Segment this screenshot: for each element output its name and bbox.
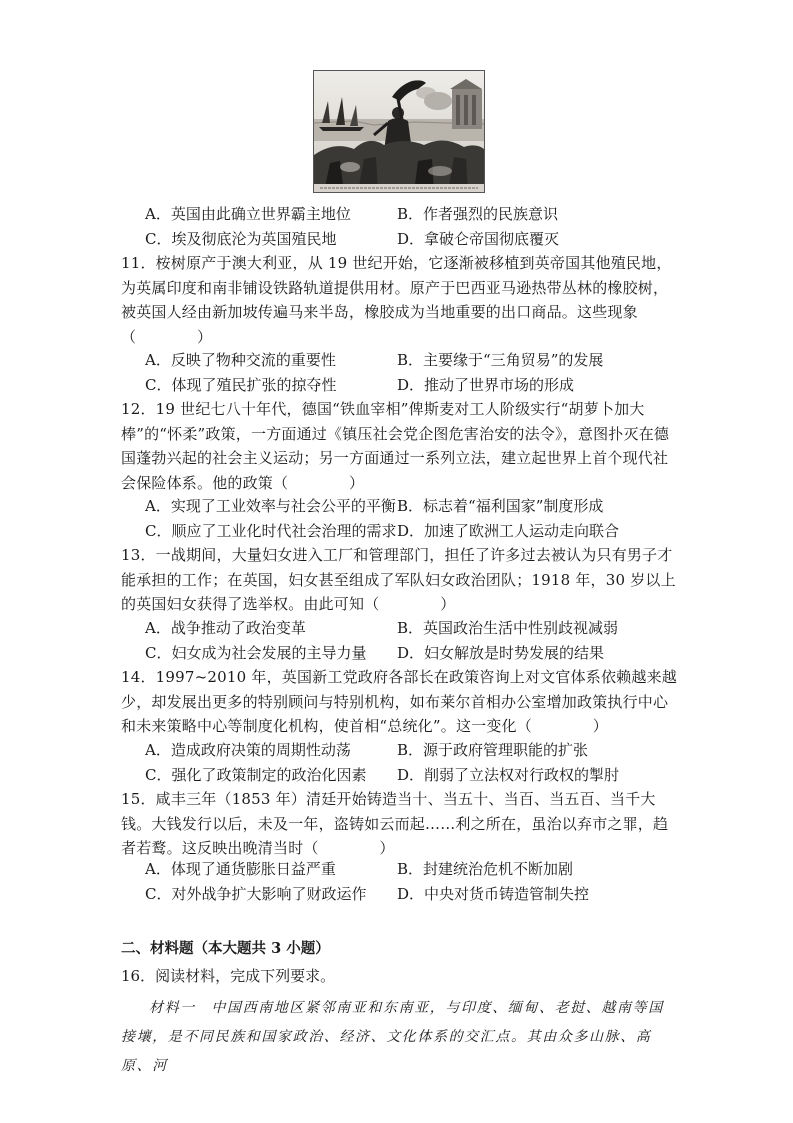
q12-options-row-1 bbox=[145, 494, 665, 518]
q13-option-d[interactable]: D．妇女解放是时势发展的结果 bbox=[397, 644, 605, 662]
q13-stem bbox=[121, 543, 681, 617]
q11-stem bbox=[121, 251, 681, 349]
q15-option-a[interactable]: A．体现了通货膨胀日益严重 bbox=[145, 860, 336, 878]
q14-stem bbox=[121, 665, 681, 739]
q13-options-row-2 bbox=[145, 641, 665, 665]
q14-answer-blank[interactable]: （ ） bbox=[516, 717, 608, 735]
q14-option-b[interactable]: B．源于政府管理职能的扩张 bbox=[397, 741, 589, 759]
q12-option-d[interactable]: D．加速了欧洲工人运动走向联合 bbox=[397, 522, 620, 540]
q13-text: 13．一战期间，大量妇女进入工厂和管理部门，担任了许多过去被认为只有男子才能承担的工作；在英国，妇女甚至组成了军队妇女政治团队；1918 年，30 岁以上的英国妇女获得了选举权。由此可知 bbox=[121, 546, 676, 613]
section-title-suffix: 小题） bbox=[286, 940, 330, 957]
q12-option-c[interactable]: C．顺应了工业化时代社会治理的需求 bbox=[145, 522, 397, 540]
q15-options-row-1 bbox=[145, 857, 665, 881]
q15-option-d[interactable]: D．中央对货币铸造管制失控 bbox=[397, 885, 590, 903]
q10-options-row-2 bbox=[145, 227, 665, 251]
q10-option-a[interactable]: A．英国由此确立世界霸主地位 bbox=[145, 205, 351, 223]
q12-option-b[interactable]: B．标志着“福利国家”制度形成 bbox=[397, 497, 604, 515]
q16-stem: 16．阅读材料，完成下列要求。 bbox=[121, 967, 336, 985]
q12-answer-blank[interactable]: （ ） bbox=[273, 473, 365, 492]
q11-options-row-1 bbox=[145, 348, 665, 372]
q11-answer-blank[interactable]: （ ） bbox=[121, 327, 213, 346]
q11-option-b[interactable]: B．主要缘于“三角贸易”的发展 bbox=[397, 351, 604, 369]
q14-option-d[interactable]: D．削弱了立法权对行政权的掣肘 bbox=[397, 766, 620, 784]
q15-answer-blank[interactable]: （ ） bbox=[303, 839, 395, 857]
q12-options-row-2 bbox=[145, 519, 665, 543]
q11-option-d[interactable]: D．推动了世界市场的形成 bbox=[397, 376, 575, 394]
q12-stem bbox=[121, 397, 681, 495]
q13-option-a[interactable]: A．战争推动了政治变革 bbox=[145, 619, 306, 637]
q11-option-a[interactable]: A．反映了物种交流的重要性 bbox=[145, 351, 336, 369]
q11-options-row-2 bbox=[145, 373, 665, 397]
q11-option-c[interactable]: C．体现了殖民扩张的掠夺性 bbox=[145, 376, 337, 394]
q15-options-row-2 bbox=[145, 882, 665, 906]
section-heading bbox=[121, 937, 330, 961]
q14-text: 14．1997~2010 年，英国新工党政府各部长在政策咨询上对文官体系依赖越来越少，却发展出更多的特别顾问与特别机构，如布莱尔首相办公室增加政策执行中心和未来策略中心等制度化机构，使首相“总统化”。这一变化 bbox=[121, 668, 677, 735]
q14-option-c[interactable]: C．强化了政策制定的政治化因素 bbox=[145, 766, 367, 784]
q14-options-row-2 bbox=[145, 763, 665, 787]
q16-material-1: 材料一 中国西南地区紧邻南亚和东南亚，与印度、缅甸、老挝、越南等国接壤，是不同民族和国家政治、经济、文化体系的交汇点。其由众多山脉、高原、河 bbox=[121, 1000, 664, 1074]
q14-option-a[interactable]: A．造成政府决策的周期性动荡 bbox=[145, 741, 351, 759]
q13-option-b[interactable]: B．英国政治生活中性别歧视减弱 bbox=[397, 619, 619, 637]
q10-option-d[interactable]: D．拿破仑帝国彻底覆灭 bbox=[397, 230, 560, 248]
section-title: 二、材料题（本大题共 bbox=[121, 940, 266, 957]
q10-option-c[interactable]: C．埃及彻底沦为英国殖民地 bbox=[145, 230, 337, 248]
q13-answer-blank[interactable]: （ ） bbox=[364, 595, 456, 613]
q12-text: 12．19 世纪七八十年代，德国“铁血宰相”俾斯麦对工人阶级实行“胡萝卜加大棒”的“怀柔”政策，一方面通过《镇压社会党企图危害治安的法令》，意图扑灭在德国蓬勃兴起的社会主义运动；另一方面通过一系列立法，建立起世界上首个现代社会保险体系。他的政策 bbox=[121, 400, 670, 492]
q15-stem bbox=[121, 787, 681, 861]
q13-options-row-1 bbox=[145, 616, 665, 640]
historical-illustration bbox=[313, 70, 485, 193]
q15-option-b[interactable]: B．封建统治危机不断加剧 bbox=[397, 860, 574, 878]
q14-options-row-1 bbox=[145, 738, 665, 762]
section-question-count: 3 bbox=[271, 940, 282, 957]
q10-options-row-1 bbox=[145, 202, 665, 226]
q10-option-b[interactable]: B．作者强烈的民族意识 bbox=[397, 205, 559, 223]
q15-option-c[interactable]: C．对外战争扩大影响了财政运作 bbox=[145, 885, 367, 903]
q13-option-c[interactable]: C．妇女成为社会发展的主导力量 bbox=[145, 644, 367, 662]
q12-option-a[interactable]: A．实现了工业效率与社会公平的平衡 bbox=[145, 497, 396, 515]
q11-text: 11．桉树原产于澳大利亚，从 19 世纪开始，它逐渐被移植到英帝国其他殖民地，为英属印度和南非铺设铁路轨道提供用材。原产于巴西亚马逊热带丛林的橡胶树，被英国人经由新加坡传遍马来半岛，橡胶成为当地重要的出口商品。这些现象 bbox=[121, 254, 672, 321]
q15-text: 15．咸丰三年（1853 年）清廷开始铸造当十、当五十、当百、当五百、当千大钱。大钱发行以后，未及一年，盗铸如云而起……利之所在，虽治以弃市之罪，趋者若鹜。这反映出晚清当时 bbox=[121, 790, 669, 857]
